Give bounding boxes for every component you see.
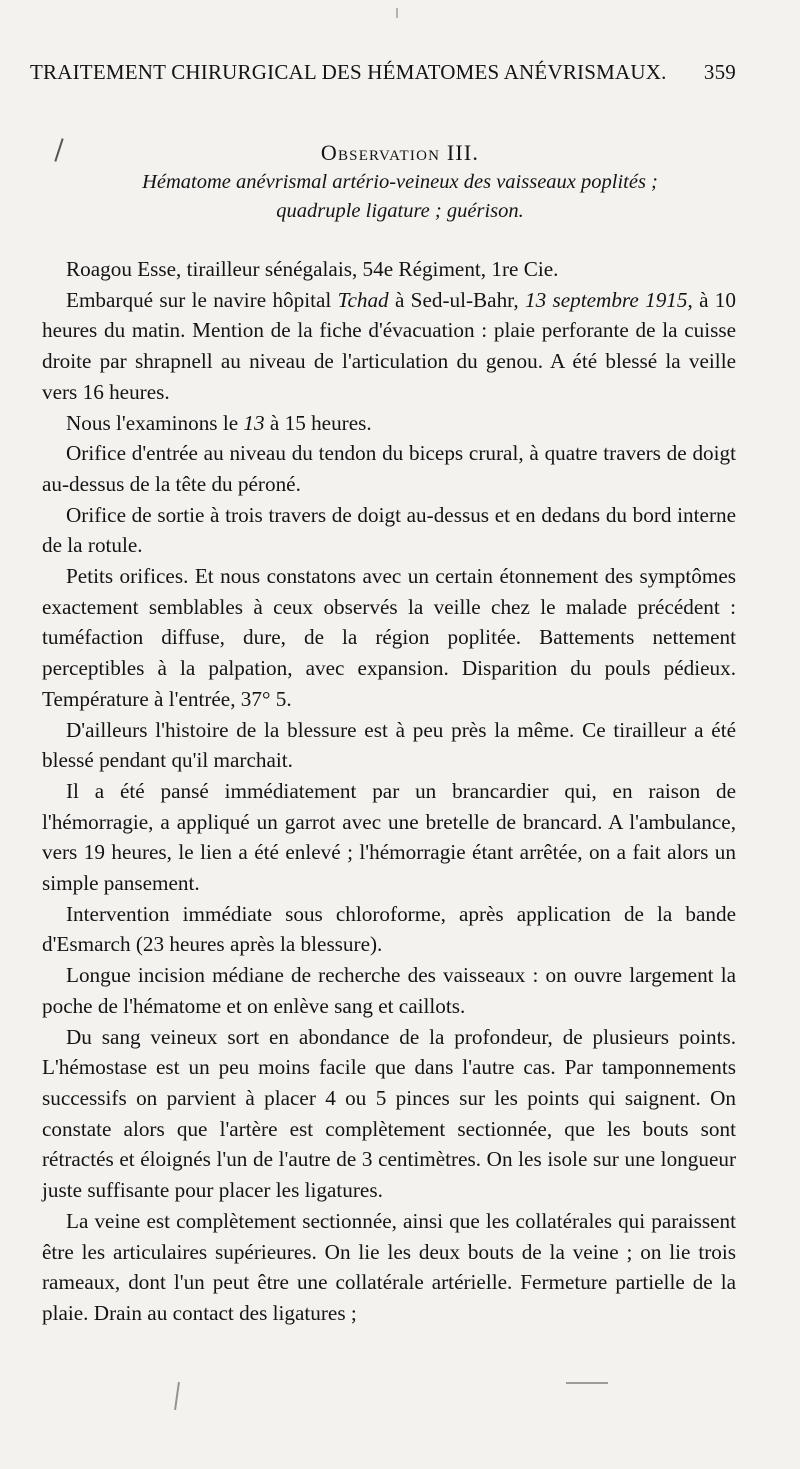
paragraph-embarkation (42, 285, 736, 408)
running-title: TRAITEMENT CHIRURGICAL DES HÉMATOMES ANÉVRISMAUX. (30, 60, 667, 84)
scan-mark (174, 1382, 180, 1410)
observation-title: Observation III. (320, 140, 480, 165)
paragraph-hemostasis: Du sang veineux sort en abondance de la profondeur, de plusieurs points. L'hémostase est un peu moins facile que dans l'autre cas. Par tamponnements successifs on parvient à placer 4 ou 5 pinces sur les points qui saignent. On constate alors que l'artère est complètement sectionnée, que les bouts sont rétractés et éloignés l'un de l'autre de 3 centimètres. On les isole sur une longueur juste suffisante pour placer les ligatures. (42, 1024, 736, 1203)
examination-day: 13 (243, 410, 265, 435)
text-span: à Sed-ul-Bahr, (388, 287, 525, 312)
observation-heading (0, 138, 800, 226)
embarkation-date: 13 septembre 1915 (525, 287, 688, 312)
scan-speck (396, 8, 398, 18)
paragraph-exit-wound: Orifice de sortie à trois travers de doigt au-dessus et en dedans du bord interne de la rotule. (42, 502, 736, 558)
observation-subtitle-line-1: Hématome anévrismal artério-veineux des vaisseaux poplités ; (142, 171, 658, 193)
text-span: à 15 heures. (264, 410, 372, 435)
paragraph-first-aid: Il a été pansé immédiatement par un brancardier qui, en raison de l'hémorragie, a appliqué un garrot avec une bretelle de brancard. A l'ambulance, vers 19 heures, le lien a été enlevé ; l'hémorragie étant arrêtée, on a fait alors un simple pansement. (42, 778, 736, 896)
text-span: Nous l'examinons le (66, 410, 244, 435)
paragraph-intervention: Intervention immédiate sous chloroforme, après application de la bande d'Esmarch (23 heures après la blessure). (42, 901, 736, 957)
running-header (30, 60, 736, 85)
text-span: , à 10 heures du matin. Mention de la fiche d'évacuation : plaie perforante de la cuisse droite par shrapnell au niveau de l'articulation du genou. A été blessé la veille vers 16 heures. (42, 287, 736, 404)
paragraph-symptoms: Petits orifices. Et nous constatons avec un certain étonnement des symptômes exactement semblables à ceux observés la veille chez le malade précédent : tuméfaction diffuse, dure, de la région poplitée. Battements nettement perceptibles à la palpation, avec expansion. Disparition du pouls pédieux. Température à l'entrée, 37° 5. (42, 564, 736, 711)
paragraph-incision: Longue incision médiane de recherche des vaisseaux : on ouvre largement la poche de l'hématome et on enlève sang et caillots. (42, 963, 736, 1018)
paragraph-ligatures: La veine est complètement sectionnée, ainsi que les collatérales qui paraissent être les articulaires supérieures. On lie les deux bouts de la veine ; on lie trois rameaux, dont l'un peut être une collatérale artérielle. Fermeture partielle de la plaie. Drain au contact des ligatures ; (42, 1208, 736, 1325)
paragraph-patient: Roagou Esse, tirailleur sénégalais, 54e Régiment, 1re Cie. (66, 257, 559, 281)
paragraph-history: D'ailleurs l'histoire de la blessure est à peu près la même. Ce tirailleur a été blessé pendant qu'il marchait. (42, 717, 736, 773)
observation-body (42, 254, 736, 1329)
observation-subtitle-line-2: quadruple ligature ; guérison. (276, 200, 524, 222)
scan-mark (566, 1382, 608, 1384)
page-number: 359 (703, 60, 736, 84)
paragraph-examination (42, 408, 736, 439)
ship-name: Tchad (337, 287, 389, 312)
paragraph-entry-wound: Orifice d'entrée au niveau du tendon du biceps crural, à quatre travers de doigt au-dessus de la tête du péroné. (42, 441, 736, 496)
text-span: Embarqué sur le navire hôpital (66, 287, 338, 312)
